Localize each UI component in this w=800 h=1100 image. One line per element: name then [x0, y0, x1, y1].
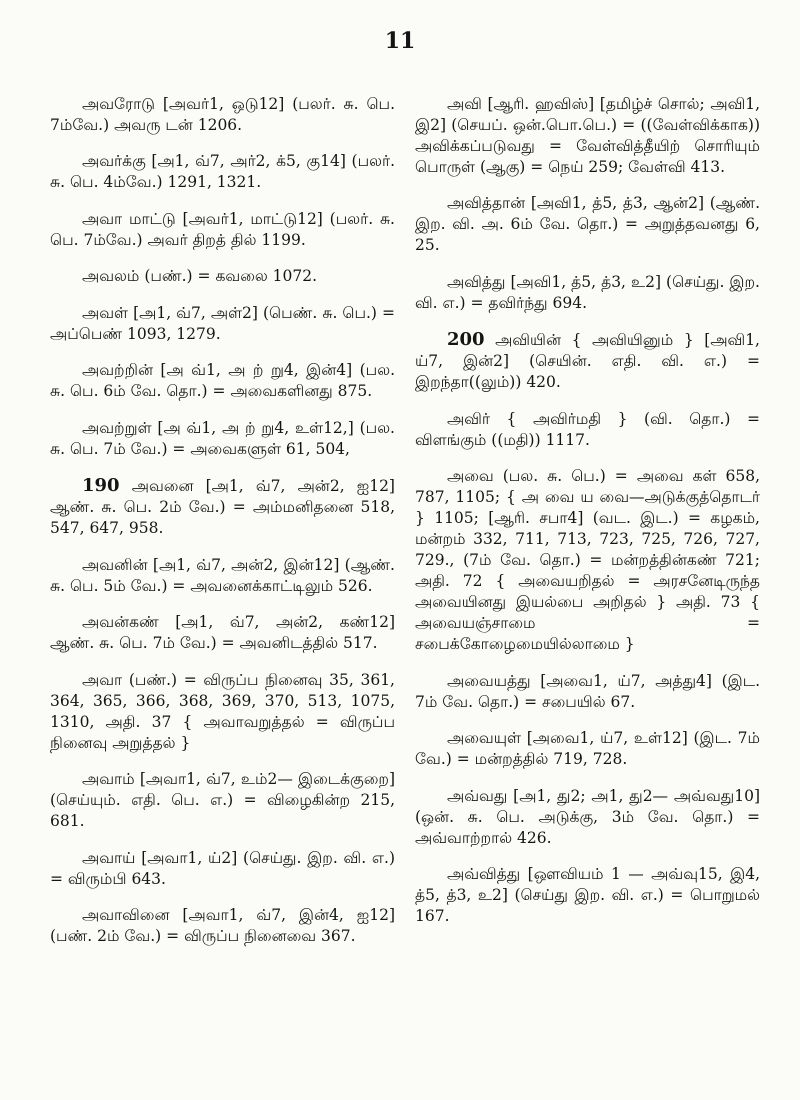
dictionary-entry: அவலம் (பண்.) = கவலை 1072.	[82, 267, 318, 285]
dictionary-entry: அவரோடு [அவர்1, ஒடு12] (பலர். சு. பெ. 7ம்வே.) அவரு டன் 1206.	[50, 94, 395, 134]
dictionary-entry: அவை (பல. சு. பெ.) = அவை கள் 658, 787, 1105; { அ வை ய வை—அடுக்குத்தொடர் } 1105; [ஆரி. சபா4] (வட. இட.) = கழகம், மன்றம் 332, 711, 713, 723, 725, 726, 727, 729., (7ம் வே. தொ.) = மன்றத்தின்கண் 721; அதி. 72 { அவையறிதல் = அரசனேடிருந்த அவையினது இயல்பை அறிதல் } அதி. 73 { அவையஞ்சாமை = சபைக்கோழைமையில்லாமை }	[415, 467, 760, 653]
dictionary-entry: அவற்றுள் [அ வ்1, அ ற் று4, உள்12,] (பல. சு. பெ. 7ம் வே.) = அவைகளுள் 61, 504,	[50, 418, 395, 458]
dictionary-entry: அவ்வது [அ1, து2; அ1, து2— அவ்வது10] (ஒன். சு. பெ. அடுக்கு, 3ம் வே. தொ.) = அவ்வாற்றால் 426.	[415, 786, 760, 847]
dictionary-entry: அவா மாட்டு [அவர்1, மாட்டு12] (பலர். சு. பெ. 7ம்வே.) அவர் திறத் தில் 1199.	[50, 209, 395, 249]
dictionary-entry: அவற்றின் [அ வ்1, அ ற் று4, இன்4] (பல. சு. பெ. 6ம் வே. தொ.) = அவைகளினது 875.	[50, 361, 395, 400]
dictionary-entry: அவாய் [அவா1, ய்2] (செய்து. இற. வி. எ.) = விரும்பி 643.	[50, 848, 395, 888]
dictionary-entry: அவள் [அ1, வ்7, அள்2] (பெண். சு. பெ.) = அப்பெண் 1093, 1279.	[50, 303, 395, 343]
entry-count-number: 200	[447, 329, 485, 350]
dictionary-entry: 190 அவனை [அ1, வ்7, அன்2, ஐ12] ஆண். சு. பெ. 2ம் வே.) = அம்மனிதனை 518, 547, 647, 958.	[50, 475, 395, 537]
dictionary-entry: அவையுள் [அவை1, ய்7, உள்12] (இட. 7ம் வே.) = மன்றத்தில் 719, 728.	[415, 729, 760, 768]
dictionary-entry: அவர்க்கு [அ1, வ்7, அர்2, க்5, கு14] (பலர். சு. பெ. 4ம்வே.) 1291, 1321.	[50, 152, 395, 191]
dictionary-entry: அவித்தான் [அவி1, த்5, த்3, ஆன்2] (ஆண். இற. வி. அ. 6ம் வே. தொ.) = அறுத்தவனது 6, 25.	[415, 194, 760, 254]
dictionary-entry: அவ்வித்து [ஔவியம் 1 — அவ்வு15, இ4, த்5, த்3, உ2] (செய்து இற. வி. எ.) = பொறுமல் 167.	[415, 865, 760, 925]
entry-count-number: 190	[82, 475, 120, 496]
dictionary-entry: அவித்து [அவி1, த்5, த்3, உ2] (செய்து. இற. வி. எ.) = தவிர்ந்து 694.	[415, 272, 760, 312]
page-number: 11	[384, 28, 416, 54]
dictionary-entry: அவி [ஆரி. ஹவிஸ்] [தமிழ்ச் சொல்; அவி1, இ2] (செயப். ஒன்.பொ.பெ.) = ((வேள்விக்காக)) அவிக்கப்படுவது = வேள்வித்தீயிற் சொரியும் பொருள் (ஆகு) = நெய் 259; வேள்வி 413.	[415, 94, 760, 176]
dictionary-entry: அவன்கண் [அ1, வ்7, அன்2, கண்12] ஆண். சு. பெ. 7ம் வே.) = அவனிடத்தில் 517.	[50, 613, 395, 652]
right-column	[415, 78, 760, 937]
left-column	[50, 78, 395, 957]
dictionary-entry: அவனின் [அ1, வ்7, அன்2, இன்12] (ஆண். சு. பெ. 5ம் வே.) = அவனைக்காட்டிலும் 526.	[50, 555, 395, 595]
dictionary-entry: 200 அவியின் { அவியினும் } [அவி1, ய்7, இன்2] (செயின். எதி. வி. எ.) = இறந்தா((லும்)) 420.	[415, 329, 760, 391]
dictionary-entry: அவாவினை [அவா1, வ்7, இன்4, ஐ12] (பண். 2ம் வே.) = விருப்ப நினைவை 367.	[50, 906, 395, 945]
dictionary-entry: அவாம் [அவா1, வ்7, உம்2— இடைக்குறை] (செய்யும். எதி. பெ. எ.) = விழைகின்ற 215, 681.	[50, 770, 395, 830]
dictionary-entry: அவையத்து [அவை1, ய்7, அத்து4] (இட. 7ம் வே. தொ.) = சபையில் 67.	[415, 671, 760, 711]
dictionary-entry: அவா (பண்.) = விருப்ப நினைவு 35, 361, 364, 365, 366, 368, 369, 370, 513, 1075, 1310, அதி. 37 { அவாவறுத்தல் = விருப்ப நினைவு அறுத்தல் }	[50, 670, 395, 752]
dictionary-entry: அவிர் { அவிர்மதி } (வி. தொ.) = விளங்கும் ((மதி)) 1117.	[415, 409, 760, 449]
